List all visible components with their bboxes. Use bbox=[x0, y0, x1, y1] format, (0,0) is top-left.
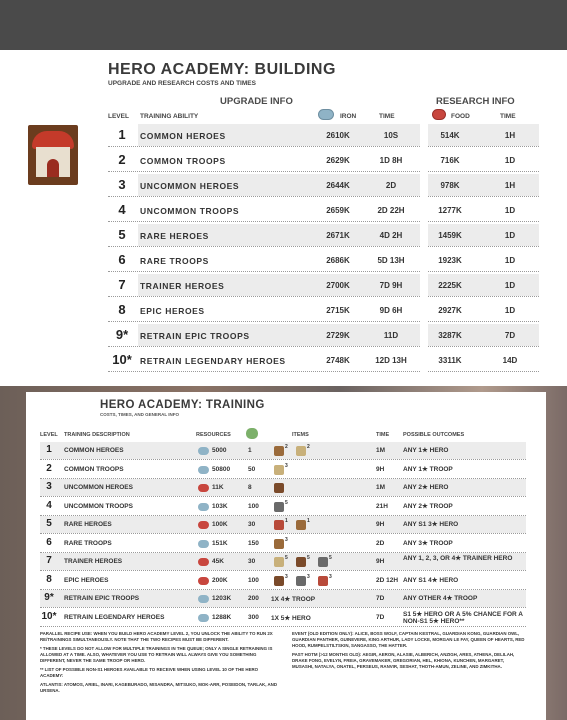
food-cost: 2225K bbox=[438, 281, 462, 290]
training-time: 21H bbox=[376, 503, 388, 510]
possible-outcome: ANY 2★ HERO bbox=[403, 484, 449, 491]
food-cost: 3311K bbox=[438, 356, 462, 365]
note-atlantis: ATLANTIS: ATOMOS, ARIEL, INARI, KAGEBURADO, MISANDRA, MITSUKO, MOK-ARR, POSEIDON, TARLAK, AND URSENA. bbox=[40, 682, 278, 693]
training-level: 4 bbox=[46, 500, 52, 511]
row-divider bbox=[108, 296, 420, 297]
item-icon bbox=[296, 446, 306, 456]
hero-academy-building-icon bbox=[28, 125, 78, 185]
building-level: 9* bbox=[115, 327, 129, 342]
troops-icon bbox=[246, 428, 258, 439]
row-divider bbox=[40, 607, 526, 608]
training-ability: COMMON HEROES bbox=[140, 131, 226, 141]
resource-cost: 1288K bbox=[212, 614, 232, 621]
training-level: 6 bbox=[46, 537, 52, 548]
training-level: 7 bbox=[46, 555, 52, 566]
training-description: RETRAIN EPIC TROOPS bbox=[64, 595, 140, 602]
col-time: TIME bbox=[379, 113, 395, 120]
row-divider bbox=[108, 171, 420, 172]
viewer-top-bar bbox=[0, 0, 567, 50]
research-time: 7D bbox=[504, 331, 516, 340]
upgrade-time: 4D 2H bbox=[379, 231, 403, 240]
row-divider bbox=[428, 321, 539, 322]
training-level: 9* bbox=[44, 592, 54, 603]
required-item: 1X 4★ TROOP bbox=[271, 596, 316, 603]
resource-cost: 103K bbox=[212, 503, 228, 510]
row-divider bbox=[428, 371, 539, 372]
iron-cost: 2729K bbox=[326, 331, 350, 340]
training-ability: RETRAIN EPIC TROOPS bbox=[140, 331, 250, 341]
building-level: 1 bbox=[118, 127, 126, 142]
troop-cost: 300 bbox=[248, 614, 259, 621]
row-divider bbox=[428, 246, 539, 247]
troop-cost: 50 bbox=[248, 466, 256, 473]
item-count: 5 bbox=[307, 555, 310, 561]
item-count: 1 bbox=[307, 518, 310, 524]
iron-cost: 2671K bbox=[326, 231, 350, 240]
building-level: 3 bbox=[118, 177, 126, 192]
training-description: RARE TROOPS bbox=[64, 540, 112, 547]
troop-cost: 100 bbox=[248, 503, 259, 510]
training-level: 5 bbox=[46, 518, 52, 529]
training-time: 2D bbox=[376, 540, 385, 547]
research-time: 1D bbox=[504, 256, 516, 265]
food-icon bbox=[198, 577, 209, 585]
food-icon bbox=[198, 521, 209, 529]
col-level: LEVEL bbox=[40, 432, 58, 438]
resource-cost: 200K bbox=[212, 577, 228, 584]
item-icon bbox=[296, 557, 306, 567]
row-divider bbox=[40, 626, 526, 627]
col-food: FOOD bbox=[451, 113, 470, 120]
iron-cost: 2686K bbox=[326, 256, 350, 265]
note-past-hotm: PAST HOTM (>12 MONTHS OLD): AEGIR, AERON, ALASIE, ALBERICH, ANZIGH, ARES, ATHENA, DELILAH, DRAKE FONG, EVELYN, FREIA, GRAVEMAKER, GREGORIAN, HEL, KHIONA, KUNCHEN, MARGARET, MUSASHI, NATALYA, ONATEL, PERSEUS, RANVIR, SESHAT, THOTH-AMUN, ZELINE, AND ZIMKITHA. bbox=[292, 652, 515, 669]
training-description: COMMON HEROES bbox=[64, 447, 124, 454]
row-divider bbox=[108, 346, 420, 347]
resource-cost: 151K bbox=[212, 540, 228, 547]
row-divider bbox=[428, 196, 539, 197]
possible-outcome: ANY 1, 2, 3, OR 4★ TRAINER HERO bbox=[403, 555, 513, 562]
resource-cost: 100K bbox=[212, 521, 228, 528]
row-divider bbox=[40, 533, 526, 534]
training-subtitle: COSTS, TIMES, AND GENERAL INFO bbox=[100, 412, 180, 417]
item-count: 2 bbox=[285, 444, 288, 450]
required-item: 1X 5★ HERO bbox=[271, 615, 311, 622]
food-icon bbox=[198, 558, 209, 566]
research-time: 1D bbox=[504, 306, 516, 315]
training-time: 7D bbox=[376, 614, 385, 621]
item-icon bbox=[296, 576, 306, 586]
food-icon bbox=[432, 109, 446, 120]
possible-outcome: S1 5★ HERO OR A 5% CHANCE FOR A NON-S1 5★ HERO** bbox=[403, 611, 523, 625]
training-description: UNCOMMON TROOPS bbox=[64, 503, 133, 510]
resource-cost: 11K bbox=[212, 484, 224, 491]
iron-icon bbox=[198, 614, 209, 622]
building-level: 10* bbox=[112, 352, 132, 367]
research-time: 1D bbox=[504, 206, 516, 215]
possible-outcome: ANY OTHER 4★ TROOP bbox=[403, 595, 478, 602]
food-cost: 3287K bbox=[438, 331, 462, 340]
training-description: RARE HEROES bbox=[64, 521, 112, 528]
upgrade-time: 9D 6H bbox=[379, 306, 403, 315]
food-cost: 1459K bbox=[438, 231, 462, 240]
iron-cost: 2659K bbox=[326, 206, 350, 215]
training-level: 1 bbox=[46, 444, 52, 455]
food-cost: 1923K bbox=[438, 256, 462, 265]
row-divider bbox=[428, 346, 539, 347]
col-possible-outcomes: POSSIBLE OUTCOMES bbox=[403, 432, 465, 438]
note-parallel: PARALLEL RECIPE USE: WHEN YOU BUILD HERO ACADEMY LEVEL 2, YOU UNLOCK THE ABILITY TO RUN 2X RE/TRAININGS SIMULTANEOUSLY. NOTE THAT THE TWO RECIPES MUST BE DIFFERENT. bbox=[40, 631, 273, 642]
notes-right bbox=[292, 631, 526, 670]
building-level: 7 bbox=[118, 277, 126, 292]
item-icon bbox=[274, 465, 284, 475]
note-event: EVENT (OLD EDITION ONLY): ALICE, BOSS WOLF, CAPTAIN KESTRAL, GUARDIAN KONG, GUARDIAN OWL, GUARDIAN PANTHER, GUINEVERE, KING ARTHUR, LADY LOCKE, MORGAN LE FAY, QUEEN OF HEARTS, RED HOOD, RUMPELSTILTSKIN, SANGASSO, THE HATTER. bbox=[292, 631, 525, 648]
col-items: ITEMS bbox=[292, 432, 309, 438]
iron-cost: 2700K bbox=[326, 281, 350, 290]
row-divider bbox=[428, 296, 539, 297]
training-ability: RETRAIN LEGENDARY HEROES bbox=[140, 356, 286, 366]
training-title: HERO ACADEMY: TRAINING bbox=[100, 399, 265, 411]
row-divider bbox=[428, 221, 539, 222]
troop-cost: 30 bbox=[248, 521, 256, 528]
iron-icon bbox=[198, 466, 209, 474]
iron-cost: 2644K bbox=[326, 181, 350, 190]
upgrade-info-header: UPGRADE INFO bbox=[220, 96, 293, 107]
research-time: 14D bbox=[502, 356, 518, 365]
item-count: 3 bbox=[307, 574, 310, 580]
item-icon bbox=[318, 576, 328, 586]
training-description: EPIC HEROES bbox=[64, 577, 109, 584]
row-divider bbox=[108, 146, 420, 147]
training-level: 3 bbox=[46, 481, 52, 492]
item-count: 3 bbox=[285, 537, 288, 543]
col-time: TIME bbox=[376, 432, 390, 438]
food-cost: 514K bbox=[440, 131, 460, 140]
food-icon bbox=[198, 484, 209, 492]
col-iron: IRON bbox=[340, 113, 357, 120]
upgrade-time: 12D 13H bbox=[375, 356, 407, 365]
research-time: 1H bbox=[504, 181, 516, 190]
row-divider bbox=[428, 146, 539, 147]
row-divider bbox=[108, 371, 420, 372]
upgrade-time: 10S bbox=[383, 131, 399, 140]
col-training-description: TRAINING DESCRIPTION bbox=[64, 432, 130, 438]
building-level: 4 bbox=[118, 202, 126, 217]
col-training-ability: TRAINING ABILITY bbox=[140, 113, 199, 120]
iron-cost: 2610K bbox=[326, 131, 350, 140]
building-level: 8 bbox=[118, 302, 126, 317]
upgrade-time: 7D 9H bbox=[379, 281, 403, 290]
food-cost: 716K bbox=[440, 156, 460, 165]
training-description: TRAINER HEROES bbox=[64, 558, 123, 565]
item-icon bbox=[274, 502, 284, 512]
training-ability: COMMON TROOPS bbox=[140, 156, 226, 166]
troop-cost: 8 bbox=[248, 484, 252, 491]
possible-outcome: ANY 1★ TROOP bbox=[403, 466, 453, 473]
training-time: 1M bbox=[376, 447, 386, 454]
row-divider bbox=[428, 171, 539, 172]
iron-icon bbox=[198, 595, 209, 603]
research-time: 1H bbox=[504, 131, 516, 140]
row-divider bbox=[40, 570, 526, 571]
training-description: UNCOMMON HEROES bbox=[64, 484, 133, 491]
col-resources: RESOURCES bbox=[196, 432, 231, 438]
research-time: 1D bbox=[504, 281, 516, 290]
iron-icon bbox=[318, 109, 334, 120]
training-time: 9H bbox=[376, 466, 385, 473]
col-level: LEVEL bbox=[108, 113, 129, 120]
item-count: 3 bbox=[329, 574, 332, 580]
item-count: 3 bbox=[285, 574, 288, 580]
troop-cost: 150 bbox=[248, 540, 259, 547]
research-info-header: RESEARCH INFO bbox=[436, 96, 515, 107]
possible-outcome: ANY 3★ TROOP bbox=[403, 540, 453, 547]
building-level: 5 bbox=[118, 227, 126, 242]
note-asterisk: * THESE LEVELS DO NOT ALLOW FOR MULTIPLE TRAININGS IN THE QUEUE; ONLY A SINGLE RETRAINING IS ALLOWED AT A TIME. ALSO, WHATEVER YOU USE TO RETRAIN WILL ALWAYS GIVE YOU SOMETHING DIFFERENT, NEVER THE SAME TROOP OR HERO. bbox=[40, 646, 273, 663]
upgrade-time: 11D bbox=[383, 331, 399, 340]
building-level: 6 bbox=[118, 252, 126, 267]
item-count: 5 bbox=[285, 500, 288, 506]
troop-cost: 1 bbox=[248, 447, 252, 454]
food-cost: 2927K bbox=[438, 306, 462, 315]
item-icon bbox=[274, 539, 284, 549]
building-subtitle: UPGRADE AND RESEARCH COSTS AND TIMES bbox=[108, 80, 256, 87]
row-divider bbox=[108, 196, 420, 197]
training-ability: UNCOMMON HEROES bbox=[140, 181, 240, 191]
possible-outcome: ANY 1★ HERO bbox=[403, 447, 449, 454]
row-divider bbox=[40, 496, 526, 497]
training-description: RETRAIN LEGENDARY HEROES bbox=[64, 614, 165, 621]
item-count: 5 bbox=[285, 555, 288, 561]
food-cost: 978K bbox=[440, 181, 460, 190]
item-count: 3 bbox=[285, 463, 288, 469]
training-ability: TRAINER HEROES bbox=[140, 281, 225, 291]
resource-cost: 5000 bbox=[212, 447, 227, 454]
item-icon bbox=[318, 557, 328, 567]
upgrade-time: 2D bbox=[385, 181, 397, 190]
iron-icon bbox=[198, 447, 209, 455]
troop-cost: 200 bbox=[248, 595, 259, 602]
iron-cost: 2715K bbox=[326, 306, 350, 315]
upgrade-time: 1D 8H bbox=[379, 156, 403, 165]
research-time: 1D bbox=[504, 156, 516, 165]
resource-cost: 50800 bbox=[212, 466, 231, 473]
upgrade-time: 5D 13H bbox=[377, 256, 405, 265]
training-ability: RARE HEROES bbox=[140, 231, 209, 241]
item-icon bbox=[296, 520, 306, 530]
upgrade-time: 2D 22H bbox=[377, 206, 405, 215]
training-time: 7D bbox=[376, 595, 385, 602]
item-count: 1 bbox=[285, 518, 288, 524]
training-description: COMMON TROOPS bbox=[64, 466, 124, 473]
troop-cost: 100 bbox=[248, 577, 259, 584]
training-level: 8 bbox=[46, 574, 52, 585]
notes-left bbox=[40, 631, 280, 694]
training-ability: RARE TROOPS bbox=[140, 256, 209, 266]
training-level: 10* bbox=[41, 611, 57, 622]
row-divider bbox=[108, 221, 420, 222]
col-research-time: TIME bbox=[500, 113, 516, 120]
item-count: 5 bbox=[329, 555, 332, 561]
resource-cost: 45K bbox=[212, 558, 224, 565]
iron-icon bbox=[198, 503, 209, 511]
training-time: 2D 12H bbox=[376, 577, 399, 584]
training-ability: UNCOMMON TROOPS bbox=[140, 206, 240, 216]
training-level: 2 bbox=[46, 463, 52, 474]
food-cost: 1277K bbox=[438, 206, 462, 215]
training-ability: EPIC HEROES bbox=[140, 306, 205, 316]
item-icon bbox=[274, 483, 284, 493]
item-icon bbox=[274, 576, 284, 586]
iron-cost: 2748K bbox=[326, 356, 350, 365]
iron-cost: 2629K bbox=[326, 156, 350, 165]
possible-outcome: ANY 2★ TROOP bbox=[403, 503, 453, 510]
row-divider bbox=[40, 459, 526, 460]
training-time: 9H bbox=[376, 558, 385, 565]
resource-cost: 1203K bbox=[212, 595, 232, 602]
troop-cost: 30 bbox=[248, 558, 256, 565]
row-divider bbox=[108, 321, 420, 322]
row-divider bbox=[108, 246, 420, 247]
row-divider bbox=[108, 271, 420, 272]
research-time: 1D bbox=[504, 231, 516, 240]
note-double-asterisk: ** LIST OF POSSIBLE NON-S1 HEROES AVAILABLE TO RECEIVE WHEN USING LEVEL 10 OF THE HERO ACADEMY: bbox=[40, 667, 259, 678]
training-time: 1M bbox=[376, 484, 386, 491]
row-divider bbox=[428, 271, 539, 272]
possible-outcome: ANY S1 4★ HERO bbox=[403, 577, 459, 584]
possible-outcome: ANY S1 3★ HERO bbox=[403, 521, 459, 528]
building-level: 2 bbox=[118, 152, 126, 167]
building-title: HERO ACADEMY: BUILDING bbox=[108, 61, 336, 78]
item-icon bbox=[274, 446, 284, 456]
item-count: 2 bbox=[307, 444, 310, 450]
iron-icon bbox=[198, 540, 209, 548]
training-time: 9H bbox=[376, 521, 385, 528]
item-icon bbox=[274, 557, 284, 567]
item-icon bbox=[274, 520, 284, 530]
